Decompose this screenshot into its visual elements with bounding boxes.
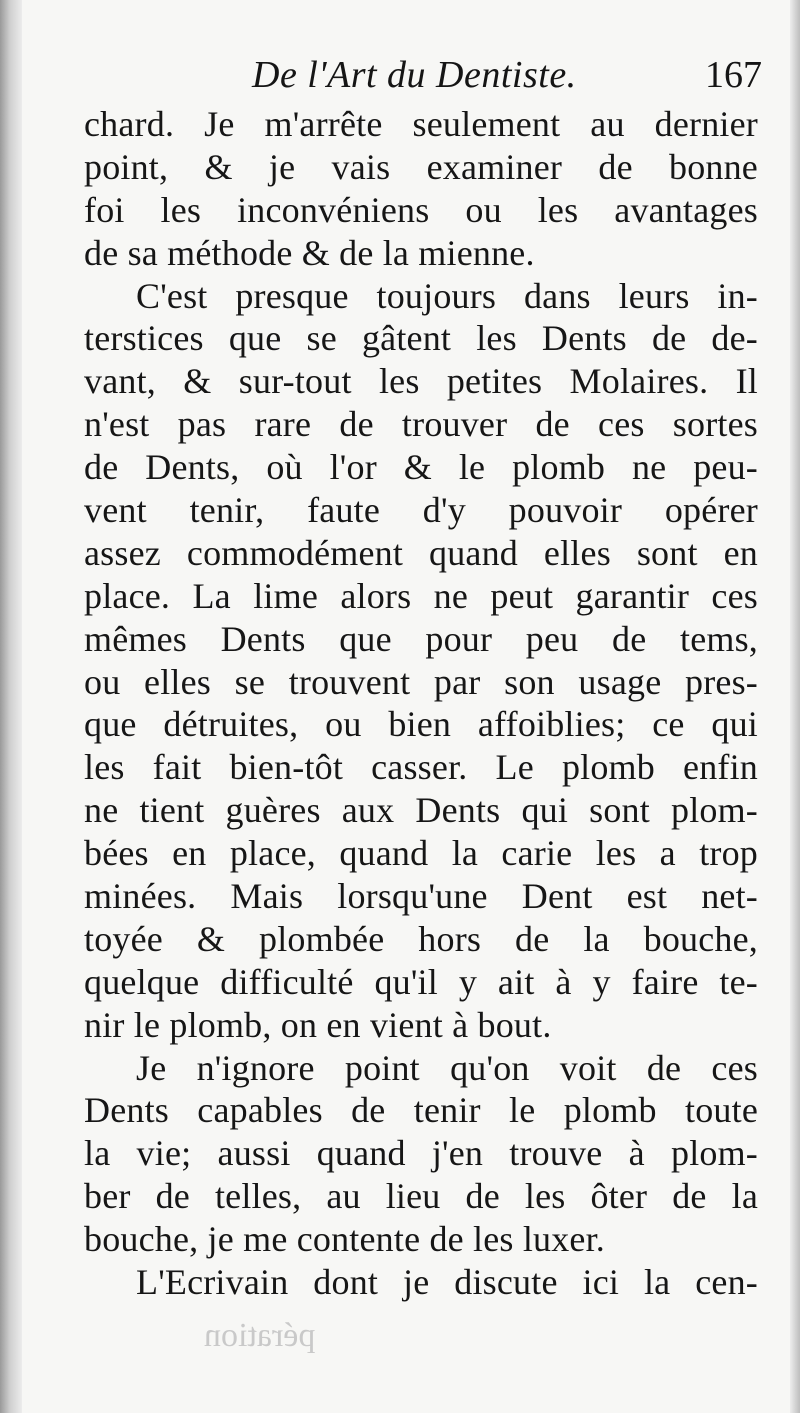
text-line: vent tenir, faute d'y pouvoir opérer [84,490,758,531]
text-line: place. La lime alors ne peut garantir ces [84,575,758,616]
text-line: terstices que se gâtent les Dents de de- [84,318,758,359]
text-line: la vie; aussi quand j'en trouve à plom- [84,1133,758,1174]
running-title: De l'Art du Dentiste. [252,54,577,96]
scan-edge-right [790,0,800,1413]
scan-edge-left [0,0,22,1413]
text-line: L'Ecrivain dont je discute ici la cen- [136,1262,758,1303]
text-line: n'est pas rare de trouver de ces sortes [84,404,758,445]
text-line: quelque difficulté qu'il y ait à y faire te- [84,961,758,1002]
text-line: ber de telles, au lieu de les ôter de la [84,1176,758,1217]
text-line: de Dents, où l'or & le plomb ne peu- [84,447,758,488]
page-number: 167 [705,54,762,96]
text-line: bées en place, quand la carie les a trop [84,833,758,874]
text-line: bouche, je me contente de les luxer. [84,1219,606,1260]
text-line: de sa méthode & de la mienne. [84,232,535,273]
text-line: les fait bien-tôt casser. Le plomb enfin [84,747,758,788]
text-line: Je n'ignore point qu'on voit de ces [136,1047,758,1088]
text-line: mêmes Dents que pour peu de tems, [84,618,758,659]
text-line: toyée & plombée hors de la bouche, [84,918,758,959]
show-through-word: pération [204,1317,316,1354]
text-line: ne tient guères aux Dents qui sont plom- [84,790,758,831]
text-line: point, & je vais examiner de bonne [84,146,758,187]
text-line: foi les inconvéniens ou les avantages [84,189,758,230]
page-header [252,52,762,100]
text-line: nir le plomb, on en vient à bout. [84,1004,552,1045]
text-line: C'est presque toujours dans leurs in- [136,275,758,316]
text-line: que détruites, ou bien affoiblies; ce qui [84,704,758,745]
text-line: vant, & sur-tout les petites Molaires. Il [84,361,758,402]
text-line: Dents capables de tenir le plomb toute [84,1090,758,1131]
book-page [22,0,790,1413]
text-line: minées. Mais lorsqu'une Dent est net- [84,876,758,917]
text-line: assez commodément quand elles sont en [84,532,758,573]
text-line: ou elles se trouvent par son usage pres- [84,661,758,702]
text-line: chard. Je m'arrête seulement au dernier [84,104,758,144]
body-text [84,103,758,1304]
show-through-text [84,1302,758,1372]
